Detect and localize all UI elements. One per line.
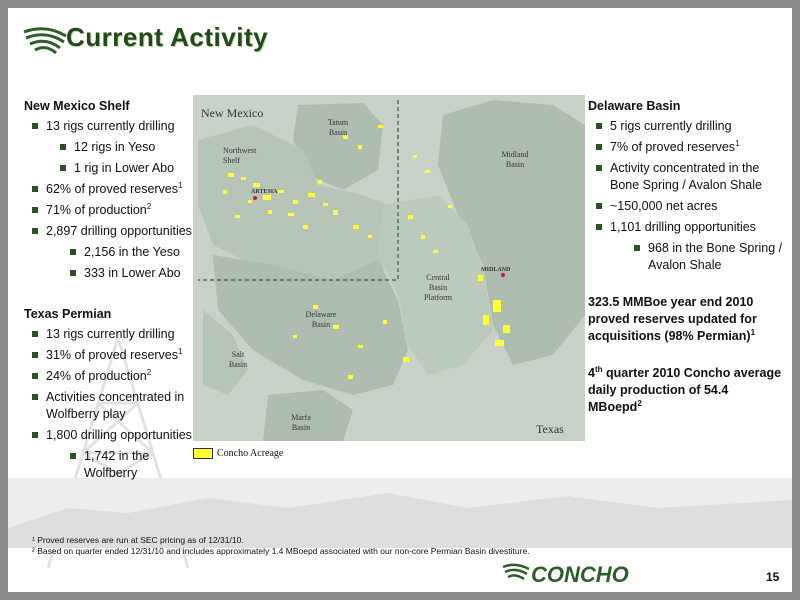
svg-text:Salt: Salt bbox=[231, 350, 245, 359]
texas-permian-heading: Texas Permian bbox=[24, 307, 112, 321]
new-mexico-label: New Mexico bbox=[201, 106, 264, 120]
page-title: Current Activity bbox=[66, 22, 269, 52]
svg-text:Marfa: Marfa bbox=[291, 413, 311, 422]
footnotes bbox=[32, 535, 530, 557]
acreage-swatch bbox=[193, 448, 213, 459]
page-number: 15 bbox=[766, 570, 780, 584]
slide bbox=[8, 8, 792, 592]
list-item: 13 rigs currently drilling bbox=[24, 326, 199, 343]
new-mexico-list bbox=[24, 118, 199, 282]
list-item: 2,156 in the Yeso bbox=[24, 244, 199, 261]
artesia-dot bbox=[253, 196, 257, 200]
reserves-summary: 323.5 MMBoe year end 2010 proved reserves updated for acquisitions (98% Permian)$^1$ bbox=[588, 295, 757, 343]
list-item: 1,800 drilling opportunities bbox=[24, 427, 199, 444]
concho-brand-logo bbox=[501, 558, 656, 588]
map-legend bbox=[193, 448, 283, 459]
list-item: 62% of proved reserves$^1$ bbox=[24, 181, 199, 198]
midland-dot bbox=[501, 273, 505, 277]
svg-text:Shelf: Shelf bbox=[223, 156, 240, 165]
concho-sunburst-logo bbox=[22, 22, 68, 62]
list-item: 5 rigs currently drilling bbox=[588, 118, 783, 135]
list-item: ~150,000 net acres bbox=[588, 198, 783, 215]
permian-basin-map bbox=[193, 95, 585, 441]
svg-text:Basin: Basin bbox=[505, 160, 525, 169]
footnote-2: ² Based on quarter ended 12/31/10 and includes approximately 1.4 MBoepd associated with our non-core Permian Basin divestiture. bbox=[32, 546, 530, 556]
right-column bbox=[588, 98, 783, 416]
svg-text:Basin: Basin bbox=[291, 423, 311, 432]
list-item: 12 rigs in Yeso bbox=[24, 139, 199, 156]
svg-text:Basin: Basin bbox=[328, 128, 348, 137]
list-item: 71% of production$^2$ bbox=[24, 202, 199, 219]
footnote-1: ¹ Proved reserves are run at SEC pricing as of 12/31/10. bbox=[32, 535, 244, 545]
production-summary: 4th quarter 2010 Concho average daily production of 54.4 MBoepd$^2$ bbox=[588, 364, 782, 414]
legend-label: Concho Acreage bbox=[217, 448, 284, 459]
midland-label: MIDLAND bbox=[481, 267, 511, 273]
list-item: 31% of proved reserves$^1$ bbox=[24, 347, 199, 364]
delaware-basin-heading: Delaware Basin bbox=[588, 99, 681, 113]
svg-text:Tatum: Tatum bbox=[327, 118, 349, 127]
artesia-label: ARTESIA bbox=[251, 189, 278, 195]
svg-text:Northwest: Northwest bbox=[223, 146, 257, 155]
list-item: 2,897 drilling opportunities bbox=[24, 223, 199, 240]
list-item: 968 in the Bone Spring / Avalon Shale bbox=[588, 240, 783, 274]
texas-permian-list bbox=[24, 326, 199, 482]
list-item: 24% of production$^2$ bbox=[24, 368, 199, 385]
svg-text:Midland: Midland bbox=[501, 150, 529, 159]
left-column bbox=[24, 98, 199, 486]
list-item: 1 rig in Lower Abo bbox=[24, 160, 199, 177]
svg-text:Basin: Basin bbox=[428, 283, 448, 292]
list-item: 1,101 drilling opportunities bbox=[588, 219, 783, 236]
delaware-basin-list bbox=[588, 118, 783, 274]
new-mexico-heading: New Mexico Shelf bbox=[24, 99, 130, 113]
svg-text:Basin: Basin bbox=[228, 360, 248, 369]
list-item: Activity concentrated in the Bone Spring / Avalon Shale bbox=[588, 160, 783, 194]
svg-text:Central: Central bbox=[426, 273, 450, 282]
svg-text:Delaware: Delaware bbox=[305, 310, 337, 319]
list-item: 7% of proved reserves$^1$ bbox=[588, 139, 783, 156]
texas-label: Texas bbox=[536, 422, 564, 436]
list-item: 13 rigs currently drilling bbox=[24, 118, 199, 135]
list-item: 333 in Lower Abo bbox=[24, 265, 199, 282]
list-item: 1,742 in the Wolfberry bbox=[24, 448, 199, 482]
svg-text:Platform: Platform bbox=[424, 293, 452, 302]
svg-text:CONCHO: CONCHO bbox=[531, 562, 629, 587]
svg-text:Basin: Basin bbox=[311, 320, 331, 329]
list-item: Activities concentrated in Wolfberry play bbox=[24, 389, 199, 423]
